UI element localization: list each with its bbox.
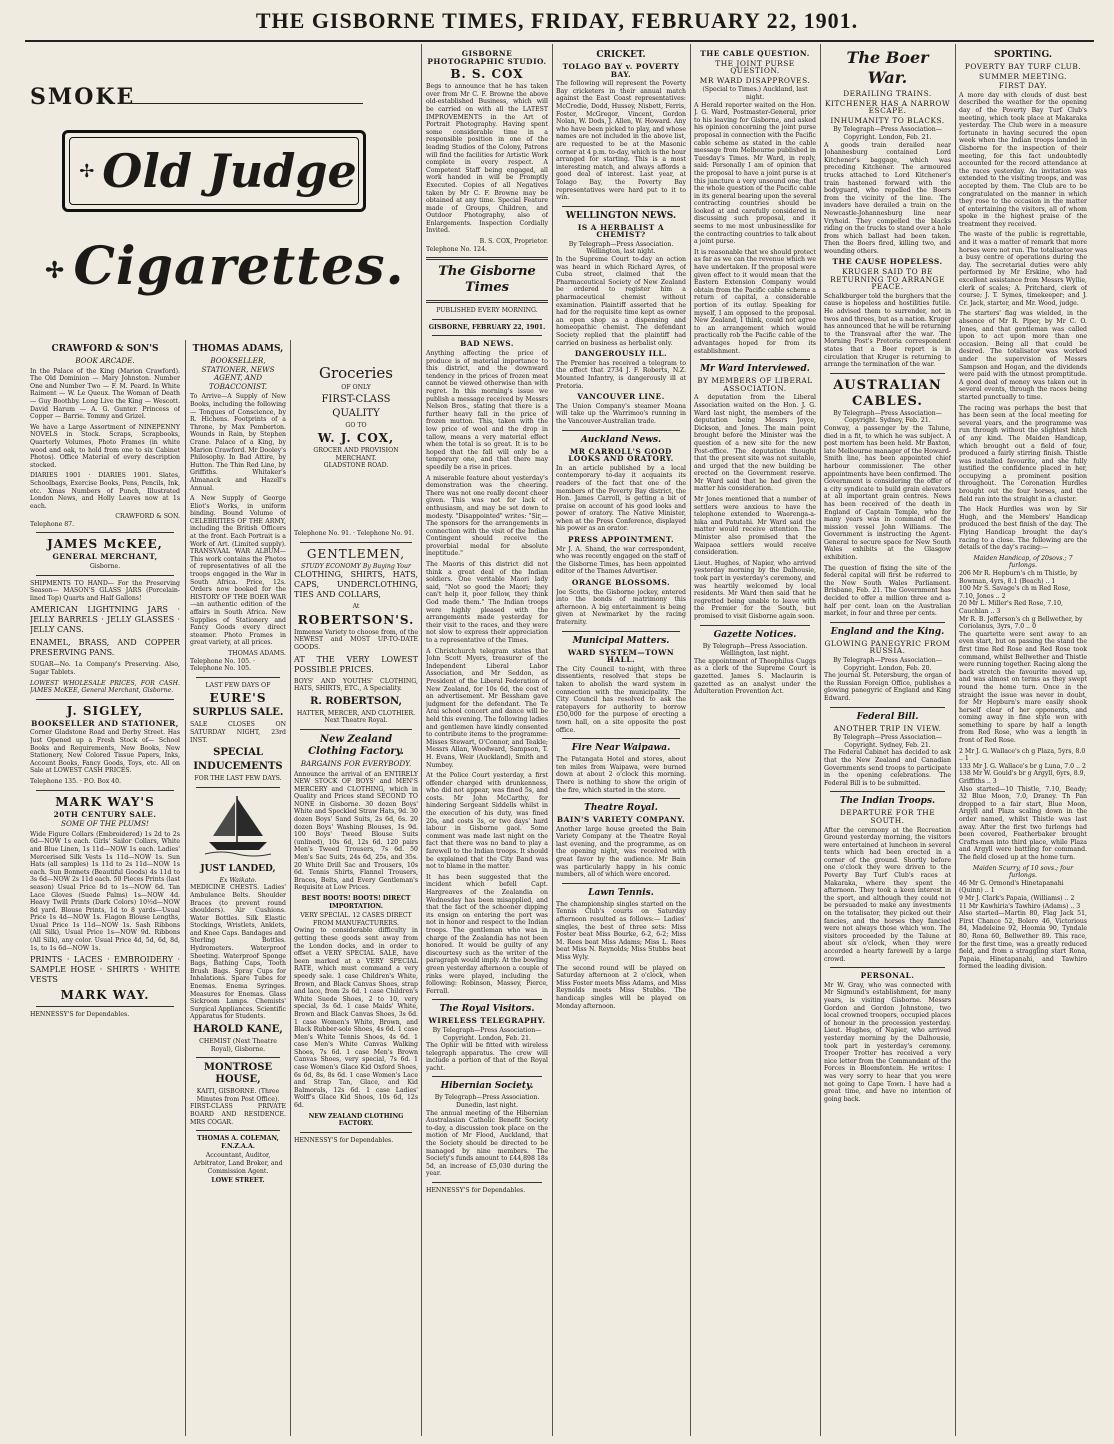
ad-crawford-heading: CRAWFORD & SON'S xyxy=(51,344,159,354)
divider xyxy=(562,631,680,632)
ad-sigley-text: Corner Gladstone Road and Derby Street. Has Just Opened up a Fresh Stock of— School Books and Requirements, New Books, New Stationery, New Colored Tissue Papers, Inks, Account Books, Fancy Goods, Toys, etc. All on Sale at LOWEST CASH PRICES. xyxy=(30,729,180,775)
ad-sigley-heading: J. SIGLEY, xyxy=(66,703,144,718)
ad-adams-text1: To Arrive—A Supply of New Books, including the following— Tongues of Conscience, by R. Hichens. Footprints of a Throne, by Max Pemberton. Wounds in Rain, by Stephen Crane. Palace of a King, by Marion Crawford. Mr Dooley's Philosophy. In Bad Attire, by Hutton. The Thin Red Line, by Griffiths. Whitaker's Almanack and Hazell's Annual. xyxy=(190,393,286,492)
wellington-sub: IS A HERBALIST A CHEMIST? xyxy=(577,222,665,240)
royal-visitors-sub: WIRELESS TELEGRAPHY. xyxy=(428,1016,546,1026)
ad-crawford-tel: Telephone 87. xyxy=(30,520,75,528)
theatre-sub: BAIN'S VARIETY COMPANY. xyxy=(556,815,686,825)
auckland-sub: MR CARROLL'S GOOD LOOKS AND ORATORY. xyxy=(568,446,674,464)
divider xyxy=(830,967,945,968)
ward-interviewed-text: Mr Jones mentioned that a number of settlers were anxious to have the telephone extended to Waerenga-a-hika and Patutahi. Mr Ward said the matter would receive attention. The Minister also promised that the Waipaoa settlers would receive consideration. xyxy=(694,496,816,557)
divider xyxy=(432,335,542,336)
hopeless-heading: THE CAUSE HOPELESS. xyxy=(832,257,943,267)
race-result: 2 Mr J. G. Wallace's ch g Plaza, 5yrs, 8.0 .. 1 xyxy=(959,747,1086,763)
race-result: 11 Mr Kawhiria's Tawhiro (Adams) .. 3 xyxy=(959,902,1081,910)
cricket-heading: CRICKET. xyxy=(596,50,646,60)
municipal-heading: Municipal Matters. xyxy=(572,635,670,646)
divider xyxy=(700,359,810,360)
boer-war-text: A goods train derailed near Johannesburg contained Lord Kitchener's baggage, which was preceding Kitchener. The armoured trucks attached to Lord Kitchener's train hastened forward with the bodyguard, who repelled the Boers from the vicinity of the line. The invaders have derailed a train on the Newcastle-Johannesburg line near Vryheid. They compelled the blacks riding on the trucks to stand over a hole from which ballast had been taken. Then the Boers fired, killing two, and wounding others. xyxy=(824,141,951,255)
wellington-text: In the Supreme Court to-day an action was heard in which Richard Ayres, of Cuba street, claimed that the Pharmaceutical Society of New Zealand be ordered to register him a pharmaceutical chemist without examination. Plaintiff asserted that he had for the requisite time kept as owner an open shop as a dispensing and homeopathic chemist. The defendant Society replied that the plaintiff had carried on business as herbalist only. xyxy=(556,256,686,347)
ad-crawford-list: In the Palace of the King (Marion Crawford). The Old Dominion — Mary Johnston. Number One and Number Two — F. M. Peard. In White Raiment — W. Le Queux. The Woman of Death — Guy Boothby. Long Live the King — Wescott. David Harum — A. G. Gunter. Princess of Copper — Barrie. Tommy and Grizel. xyxy=(30,367,180,421)
personal-text: Mr W. Gray, who was connected with Mr Sigmund's establishment, for many years, is visiting Gisborne. Messrs Gordon and Gordon Johnstone, two local crowned troopers, occupied places of honour in the procession yesterday. Lieut. Hughes, of Napier, who arrived yesterday morning by the Dalhousie, took part in yesterday's ceremony. Trooper Trotter has received a very nice letter from the Commandant of the Forces in Bloemfontein. He writes: I was very sorry to hear that you were not going to Cape Town. I have had a great time, and have no intention of going back. xyxy=(824,981,951,1103)
sporting-text: The quartette were sent away to an even start, but on passing the stand the first time Red Rose and Red Rose took command, whilst Bellwether and Thistle were running together. Racing along the back stretch the favourite moved up, and was almost on terms as they swept round the home turn. Once in the straight the issue was never in doubt, for Mr Hepburn's mare easily shook herself clear of her opponents, and coming away in fine style won with something to spare by half a length from Red Rose, who was a length in front of Red Rose. xyxy=(959,630,1087,745)
divider xyxy=(562,798,680,799)
column-2 xyxy=(190,342,286,1437)
editorial-paragraph: It has been suggested that the incident which befell Capt. Hargreaves of the Zealandia on Wednesday has been misapplied, and that the fact of the schooner dipping its ensign on entering the port was not in honor and respect to the Indian troops. The gentleman who was in charge of the Zealandia has not been honored. It would be guilty of any discourtesy such as the writer of the paragraph would imply. At the bowling green yesterday afternoon a couple of rinks were played, including the following: Robinson, Massey, Pierce, Ferrall. xyxy=(426,873,548,995)
england-by: By Telegraph—Press Association—Copyright. London, Feb. 20. xyxy=(833,657,942,672)
sporting-text: Also started—Martin 80, Flag Jack 51, First Chance 52, Bolero 46, Victorious 84, Madeleine 92, Hoomia 90, Tyndale 80, Rona 60, Bellwether 89. This race, for the first time, was a greatly reduced field, and from a straggling start Rona, Papaia, Hinetapanahi, and Tawhiro formed the leading division. xyxy=(959,910,1087,971)
ad-mckee-sub: GENERAL MERCHANT, xyxy=(52,552,158,562)
ad-mckee-sugar: SUGAR—No. 1a Company's Preserving. Also, Sugar Tablets. xyxy=(30,661,180,677)
ad-markway-sign: MARK WAY. xyxy=(60,988,150,1003)
ad-hennessy: HENNESSY'S for Dependables. xyxy=(294,1136,394,1144)
fire-text: The Patangata Hotel and stores, about ten miles from Waipawa, were burned down at about 2 o'clock this morning. There is nothing to show the origin of the fire, which started in the store. xyxy=(556,756,686,794)
ad-nzcf-boots-text: Owing to considerable difficulty in getting these goods sent away from the London docks, and in order to offset a VERY SPECIAL SALE, have been marked at a VERY SPECIAL RATE, which must command a very speedy sale. 1 case Children's White, Brown, and Black Canvas Shoes, strap and lace, from 2s 6d. 1 case Children's White Suede Shoes, 2 to 10, very special, 3s 6d. 1 case Maids' White, Brown and Black Canvas Shoes, 3s 6d. 1 case Women's White, Brown, and Black Rubber-sole Shoes, 4s 6d. 1 case Men's White Tennis Shoes, 4s 6d. 1 case Men's White Canvas Walking Shoes, 7s 6d. 1 case Men's Brown Canvas Shoes, very special, 7s 6d. 1 case Women's Glace Kid Oxford Shoes, 6s 6d, 8s, 8s 6d. 1 case Women's Lace and Strap Tan, Glace, and Kid Balmorals, 12s 6d. 1 case Ladies' Wolff's Glace Kid Shoes, 10s 6d, 12s 6d. xyxy=(294,927,418,1110)
ad-nzcf-text: Announce the arrival of an ENTIRELY NEW STOCK OF BOYS' and MEN'S MERCERY and CLOTHING, which in Quality and Prices stand SECOND TO NONE in Gisborne. 30 dozen Boys' White and Speckled Straw Hats, 9d. 30 dozen Boys' Sand Suits, 2s 6d, 6s. 20 dozen Boys' Washing Blouses, 1s 9d. 100 Boys' Tweed Blouse Suits (unlined), 10s 6d, 12s 6d. 120 pairs Men's Tweed Trousers, 7s 6d. 50 Men's Sac Suits, 24s 6d, 25s, and 35s. 20 White Drill Sac and Trousers, 10s 6d. Tennis Shirts, Flannel Trousers, Braces, Belts, and Every Gentleman's Requisite at Low Prices. xyxy=(294,770,418,892)
sporting-club: POVERTY BAY TURF CLUB. xyxy=(964,62,1082,71)
column-rule xyxy=(185,340,186,1436)
column-8 xyxy=(959,48,1087,1438)
divider xyxy=(36,790,174,791)
ad-smoke-underline xyxy=(118,103,363,104)
divider xyxy=(196,1057,280,1058)
indian-troops-heading: The Indian Troops. xyxy=(839,796,936,807)
masthead-rule xyxy=(25,40,1094,42)
dangerously-text: The Premier has received a telegram to the effect that 2734 J. F. Roberts, N.Z. Mounted Infantry, is dangerously ill at Pretoria. xyxy=(556,359,686,390)
sporting-text: The waste of the public is regrettable, and it was a matter of remark that more horses were not run. The totalisator was a busy centre of operations during the day. The secretarial duties were ably performed by Mr Erskine, who had excellent assistance from Messrs Wyllie, clerk of scales; A. Pritchard, clerk of course; J. T. Symes, timekeeper; and J. Cr. Jack, starter, and Mr. Wood, judge. xyxy=(959,231,1087,307)
vancouver-heading: VANCOUVER LINE. xyxy=(577,392,665,402)
ad-photo-name: B. S. COX xyxy=(450,67,524,82)
divider xyxy=(300,1132,412,1133)
divider xyxy=(432,1076,542,1077)
column-3 xyxy=(294,342,418,1437)
column-1 xyxy=(30,342,180,1437)
boer-war-heading: The Boer War. xyxy=(846,48,929,87)
divider xyxy=(830,791,945,792)
divider xyxy=(36,532,174,533)
ad-eure-inducements: INDUCEMENTS xyxy=(193,761,283,773)
federal-by: By Telegraph—Press Association—Copyright. Sydney, Feb. 21. xyxy=(833,734,942,749)
sporting-text: The Hack Hurdles was won by Sir Hugh, and the Members' Handicap produced the best finish of the day. The Flying Handicap brought the day's racing to a close. The following are the details of the day's racing:— xyxy=(959,506,1087,552)
ad-robertson-boys: BOYS' AND YOUTHS' CLOTHING, HATS, SHIRTS, ETC., A Speciality. xyxy=(294,677,418,693)
published-line: PUBLISHED EVERY MORNING. xyxy=(436,307,538,315)
press-text: Mr J. A. Shand, the war correspondent, who was recently engaged on the staff of the Gisborne Times, has been appointed editor of the Thames Advertiser. xyxy=(556,545,686,576)
press-heading: PRESS APPOINTMENT. xyxy=(567,535,675,545)
gazette-by: By Telegraph—Press Association. Wellington, last night. xyxy=(702,642,808,658)
ad-adams-sign: THOMAS ADAMS. xyxy=(228,649,286,657)
ad-cox-tel: Telephone No. 91. · Telephone No. 91. xyxy=(294,529,414,537)
divider xyxy=(432,999,542,1000)
race-result: 100 Mr S. Savage's ch m Red Rose, 7.10, Jones .. 2 xyxy=(959,585,1071,600)
ad-adams-tel: Telephone No. 105. · Telephone No. 105. xyxy=(190,657,255,673)
ad-cox-quality: QUALITY xyxy=(332,407,380,419)
ad-smoke-word: SMOKE xyxy=(30,84,136,110)
ad-kane-sub: CHEMIST (Next Theatre Royal), Gisborne. xyxy=(199,1038,277,1053)
editorial-paragraph: A Christchurch telegram states that John Scott Myers, treasurer of the Independent Liberal Labor Association, and Mr Seddon, as President of the Liberal Federation of New Zealand, for 10s 6d, the cost of an advertisement. Mr Bessham gave judgment for the defendant. The Te Arai school concert and dance will be held this evening. The following ladies and gentlemen have kindly consented to contribute items to the programme: Misses Stewart, O'Connor, and Teakle; Messrs Allan, Woodward, Sampson, T. H. Evans, Weir (Auckland), Smith and Numbey. xyxy=(426,647,548,769)
ornament-icon: ✢ xyxy=(45,257,74,284)
ad-nzcf-special: VERY SPECIAL. 12 CASES DIRECT FROM MANUFACTURERS. xyxy=(300,912,412,927)
wellington-heading: WELLINGTON NEWS. xyxy=(565,210,677,221)
ad-montrose-board: FIRST-CLASS PRIVATE BOARD AND RESIDENCE. MRS COGAR. xyxy=(190,1103,286,1126)
ward-interviewed-text: A deputation from the Liberal Association waited on the Hon. J. G. Ward last night, the members of the deputation being Messrs Joyce, Dickson, and Jones. The main point brought before the Minister was the question of a new site for the new Post-office. The deputation thought that the present site was not suitable, and urged that the new building be erected on the Government reserve. Mr Ward said that he had given the matter his consideration. xyxy=(694,394,816,493)
race-result: 46 Mr G. Ormond's Hinetapanahi (Quinn) .. 1 xyxy=(959,879,1064,895)
divider xyxy=(36,699,174,700)
indian-troops-sub: DEPARTURE FOR THE SOUTH. xyxy=(839,808,936,825)
ad-mckee-place: Gisborne. xyxy=(89,563,121,571)
ad-robertson-name: ROBERTSON'S. xyxy=(297,612,415,627)
column-rule xyxy=(820,44,821,1436)
race-result: 20 Mr L. Miller's Red Rose, 7.10, Cauchlan .. 3 xyxy=(959,600,1064,615)
divider xyxy=(830,622,945,623)
ad-photo-heading: GISBORNE PHOTOGRAPHIC STUDIO. xyxy=(427,49,547,66)
gazette-text: The appointment of Theophilus Cuggs as a clerk of the Supreme Court is gazetted. James S. Maclaurin is gazetted as an analyst under the Adulteration Prevention Act. xyxy=(694,657,816,696)
ad-mckee-jars: AMERICAN LIGHTNING JARS · JELLY BARRELS · JELLY GLASSES · JELLY CANS. xyxy=(30,605,180,635)
column-rule xyxy=(421,44,422,1436)
ad-kane-heading: HAROLD KANE, xyxy=(193,1024,283,1035)
ad-eure-lastdays: FOR THE LAST FEW DAYS. xyxy=(194,775,282,783)
race-result: 9 Mr J. Clark's Papaia, (Williams) .. 2 xyxy=(959,894,1075,902)
gazette-heading: Gazette Notices. xyxy=(713,629,797,640)
ad-montrose-heading: MONTROSE HOUSE, xyxy=(203,1062,273,1086)
ad-cox-only: OF ONLY xyxy=(341,384,371,391)
ad-robertson-sign: R. ROBERTSON, xyxy=(310,695,402,707)
ad-markway-list: Wide Figure Collars (Embroidered) 1s 2d to 2s 6d—NOW 1s each. Girls' Sailor Collars, White and Blue Linen, 1s 11d—NOW 1s each. Ladies' Mercerised Silk Vests 1s 11d—NOW 1s. Sun Hats (all samples) 1s 11d to 2s 11d—NOW 1s each. Sun Bonnets (Beautiful Goods) 4s 11d to 3s 6d—NOW 2s 11d each. 50 Pieces Prints (last season) Usual Price 8d to 1s—NOW 6d. Tan Lace Gloves (Suede Palms) 1s—NOW 4d. Heavy Twill Prints (Dark Colors) 10½d—NOW 8d yard. Blouse Prints, 1d to 8 yards—Usual Price 1s 4d—NOW 1s. Flagon Blouse Lengths, Usual Price 1s 11d—NOW 1s. Sash Ribbons (All Silk), Usual Price 1s—NOW 9d. Ribbons (All Silk), any color. Usual Price 4d, 5d, 6d, 8d, 1s, to 1s 6d—NOW 1s. xyxy=(30,830,180,952)
theatre-text: Another large house greeted the Bain Variety Company at the Theatre Royal last evening, and the programme, as on the opening night, was received with great favor by the audience. Mr Bain was particularly happy in his comic numbers, all of which were encored. xyxy=(556,825,686,879)
federal-text: The Federal Cabinet has decided to ask that the New Zealand and Canadian Governments send troops to participate in the opening celebrations. The Federal Bill is to be submitted. xyxy=(824,749,951,787)
column-7 xyxy=(824,48,951,1438)
kruger-heading: KRUGER SAID TO BE RETURNING TO ARRANGE PEACE. xyxy=(830,267,945,292)
ad-cox-gladstone: GLADSTONE ROAD. xyxy=(323,462,389,470)
ad-nzcf-boots: BEST BOOTS! BOOTS! DIRECT IMPORTATION. xyxy=(301,895,411,910)
ward-interviewed-heading: Mr Ward Interviewed. xyxy=(700,364,810,375)
england-text: The journal St. Petersburg, the organ of the Russian Foreign Office, publishes a glowing panegyric of England and King Edward. xyxy=(824,672,951,702)
ad-mckee-heading: JAMES McKEE, xyxy=(47,537,163,552)
divider xyxy=(432,319,542,320)
dateline: GISBORNE, FEBRUARY 22, 1901. xyxy=(428,323,546,331)
auckland-heading: Auckland News. xyxy=(580,434,662,445)
personal-heading: PERSONAL. xyxy=(860,971,915,981)
ad-photo-text: Begs to announce that he has taken over from Mr C. F. Browne the above old-established Business, which will be carried on with all the LATEST IMPROVEMENTS in the Art of Portrait Photography. Having spent some considerable time in a responsible position in one of the leading Studios of the Colony, Patrons will find the facilities for Artistic Work complete in every respect. A Competent Staff being engaged, all work handed in will be Promptly Executed. Copies of all Negatives taken by Mr C. F. Browne may be obtained at any time. Special Feature made of Groups, Children, and Outdoor Photography, also of Enlargements. Inspection Cordially Invited. xyxy=(426,83,548,235)
ad-mckee-enamel: ENAMEL, BRASS, AND COPPER PRESERVING PANS. xyxy=(30,638,180,658)
ad-adams-heading: THOMAS ADAMS, xyxy=(192,344,284,354)
ward-interviewed-sub: BY MEMBERS OF LIBERAL ASSOCIATION. xyxy=(697,376,813,393)
ad-nzcf-sign: NEW ZEALAND CLOTHING FACTORY. xyxy=(308,1112,404,1128)
boer-war-by: By Telegraph—Press Association—Copyright. London, Feb. 21. xyxy=(833,126,942,141)
tennis-text: The second round will be played on Saturday afternoon at 2 o'clock, when Miss Foster meets Miss Adams, and Miss Reynolds meets Miss Stubbs. The handicap singles will be played on Monday afternoon. xyxy=(556,964,686,1010)
sporting-text: Also started—10 Thistle, 7.10, Beady; 32 Blue Moon, 7.0, Draney. Th Pan dropped to a fair start, Blue Moon, Argyll and Plaza scaling down in the order named, whilst Thistle was last away. After the first two furlongs had been covered, Featherbaker brought Crafts-man into third place, while Plaza and Argyll were battling for command. The field closed up at the home turn. xyxy=(959,785,1087,861)
divider xyxy=(562,883,680,884)
ad-colman-sub: Accountant, Auditor, Arbitrator, Land Broker, and Commission Agent. xyxy=(193,1152,283,1175)
cricket-text: The following will represent the Poverty Bay cricketers in their annual match against the East Coast representatives: McCredie, Dodd, Hussey, Nisbett, Ferris, Foster, McGregor, Vincent, Gordon Nolan, W. Dods, J. Allen, W. Howard. Any who have been picked to play, and whose names are not included in the above list, are requested to be at the Masonic corner at 4 p.m. to-day, which is the hour arranged for starting. This is a most interesting match, and always affords a good deal of interest. Last year, at Tolago Bay, the Poverty Bay representatives were hard put to it to win. xyxy=(556,80,686,202)
cable-heading: THE CABLE QUESTION. xyxy=(700,49,810,58)
ad-hennessy: HENNESSY'S for Dependables. xyxy=(30,1011,130,1019)
divider xyxy=(36,1006,174,1007)
ad-cox-firstclass: FIRST-CLASS xyxy=(321,393,391,405)
ad-robertson-gentlemen: GENTLEMEN, xyxy=(306,546,406,561)
ad-hennessy: HENNESSY'S for Dependables. xyxy=(426,1187,526,1194)
ad-cox-groceries: Groceries xyxy=(318,364,393,382)
divider xyxy=(300,729,412,730)
ad-robertson-lowest: AT THE VERY LOWEST POSSIBLE PRICES. xyxy=(294,654,418,674)
ad-crawford-sub: BOOK ARCADE. xyxy=(75,356,135,365)
divider xyxy=(562,430,680,431)
ad-nzcf-heading: New Zealand Clothing Factory. xyxy=(308,733,404,757)
cable-text: It is reasonable that we should protect as far as we can the revenue which we have undertaken. If the proposal were given effect to it would mean that the Eastern Extension Company would obtain from the Pacific cable scheme a return of capital, a considerable portion of its outlay. Speaking for myself, I am opposed to the proposal. New Zealand, I think, could not agree to an arrangement which would practically rob the Pacific cable of the advantages hoped for from its establishment. xyxy=(694,248,816,355)
boer-war-sub2: KITCHENER HAS A NARROW ESCAPE. xyxy=(824,98,951,116)
cable-sub: THE JOINT PURSE QUESTION. xyxy=(715,58,795,76)
municipal-sub: WARD SYSTEM—TOWN HALL. xyxy=(567,647,675,665)
divider xyxy=(426,257,548,260)
ad-eure-special: SPECIAL xyxy=(213,747,263,759)
hibernian-heading: Hibernian Society. xyxy=(440,1081,534,1092)
ad-crawford-diaries: DIARIES 1901 · DIARIES 1901. Slates, Schoolbags, Exercise Books, Pens, Pencils, Ink, etc. Xmas Numbers of Punch, Illustrated London News, and Holly Leaves now at 1s each. xyxy=(30,472,180,510)
editorial-heading: BAD NEWS. xyxy=(460,339,514,349)
column-rule xyxy=(290,340,291,1436)
editorial-paragraph: Anything affecting the price of produce is of material importance to this district, and the downward tendency in the prices of frozen meat cannot be viewed otherwise than with regret. In this morning's issue we publish a message received by Messrs Nelson Bros., stating that there is a further heavy fall in the price of frozen mutton. This, taken with the low price of wool and the drop in tallow, means a very material effect when the total is so great. It is to be hoped that the fall will only be a temporary one, and that there may speedily be a rise in prices. xyxy=(426,350,548,471)
royal-visitors-by: By Telegraph—Press Association—Copyright. London, Feb. 21. xyxy=(432,1026,542,1042)
ad-colman-heading: THOMAS A. COLEMAN, F.N.Z.A.A. xyxy=(197,1135,279,1150)
wellington-by: By Telegraph—Press Association. Wellington, last night. xyxy=(568,240,674,256)
ornament-icon: ✢ xyxy=(79,160,95,182)
ad-cigarettes-text: Cigarettes. xyxy=(73,236,405,297)
ad-eure-name: EURE'S xyxy=(209,691,267,706)
ad-robertson-clothing: CLOTHING, SHIRTS, HATS, CAPS, UNDERCLOTHING, TIES AND COLLARS, xyxy=(294,570,418,600)
divider xyxy=(196,1130,280,1131)
australian-cables-text: Conway, a passenger by the Talune, died in a fit, to which he was subject. A post mortem has been held. Mr Baxton, late Melbourne manager of the Howard-Smith line, has been appointed chief harbour commissioner. The other appointments have been confirmed. The Government is considering the offer of a city syndicate to build grain elevators at all important grain centres. News has been received of the death in England of Captain Temple, who for many years was in command of the mission vessel John Williams. The Government is instructing the Agent-General to secure space for New South Wales exhibits at the Glasgow exhibition. xyxy=(824,424,951,562)
ad-kane-list: MEDICINE CHESTS. Ladies' Ambulance Belts. Shoulder Braces (to prevent round shoulders). Air Cushions. Water Bottles. Silk Elastic Stockings, Wristlets, Anklets, and Knee Caps. Bandages and Sterling Bottles. Hydrometers. Waterproof Sheeting. Waterproof Sponge Bags, Bathing Caps, Tooth Brush Bags. Spray Cups for Inhalations. Spare Tubes for Enemas. Enema Syringes. Measures for Enemas. Glass Sickroom Lamps. Chemists' Surgical Appliances. Scientific Apparatus for Students. xyxy=(190,884,286,1021)
ad-kane-ex: Ex Waikato. xyxy=(219,876,257,884)
ad-markway-heading: MARK WAY'S xyxy=(55,794,155,809)
ad-photo-sign: B. S. COX, Proprietor. xyxy=(479,238,548,246)
ad-photo-tel: Telephone No. 124. xyxy=(426,245,487,253)
tennis-heading: Lawn Tennis. xyxy=(588,887,654,898)
sporting-meeting: SUMMER MEETING. xyxy=(979,71,1067,81)
fire-heading: Fire Near Waipawa. xyxy=(571,743,671,754)
divider xyxy=(300,542,412,543)
divider xyxy=(562,206,680,207)
ad-eure-closes: SALE CLOSES ON SATURDAY NIGHT, 23rd INST. xyxy=(190,721,286,744)
tennis-text: The championship singles started on the Tennis Club's courts on Saturday afternoon resulted as follows:— Ladies' singles, the best of three sets: Miss Foster beat Miss Bourke, 6-2, 6-2; Miss M. Rees beat Miss Adams; Miss L. Rees beat Miss N. Reynolds; Miss Stubbs beat Miss Wyly. xyxy=(556,900,686,961)
ad-crawford-notice: We have a Large Assortment of NINEPENNY NOVELS in Stock. Scraps, Scrapbooks, Quarterly Volumes, Photo Frames (in white wood and oak, to hold from one to six Cabinet Photos). Office Material of every description stocked. xyxy=(30,423,180,469)
indian-troops-text: After the ceremony at the Recreation Ground yesterday morning, the visitors were entertained at luncheon in several tents which had been erected in a corner of the ground. Shortly before one o'clock they were driven to the Poverty Bay Turf Club's races at Makaraka, where they spent the afternoon. They took a keen interest in the sport, and although they could not be persuaded to make any investments on the totalisator, they picked out their fancies, and the horses they fancied were not always those which won. The visitors proceeded by the Talune at about six o'clock, when they were accorded a hearty farewell by a large crowd. xyxy=(824,826,951,963)
sporting-text: A more day with clouds of dust best described the weather for the opening day of the Poverty Bay Turf Club's meeting, which took place at Makaraka yesterday. The Club were in a measure fortunate in having secured the open week when the Indian troops landed in Gisborne for the inspection of their meeting, for this fact undoubtedly accounted for the record attendance at the races yesterday. An invitation was extended to the visiting troops, and was accepted by them. The Club are to be congratulated on the manner in which they rose to the occasion in the matter of entertaining the visitors, all of whom spoke in the highest praise of the treatment they received. xyxy=(959,91,1087,228)
vancouver-text: The Union Company's steamer Moana will take up the Warrimoo's running in the Vancouver-Australian trade. xyxy=(556,402,686,425)
divider xyxy=(196,787,280,788)
australian-cables-text: The question of fixing the site of the federal capital will first be referred to the New South Wales Parliament. Brisbane, Feb. 21. The Government has decided to offer a million three and a-half per cent. loan on the Australian market, in four and three per cents. xyxy=(824,564,951,618)
ad-sigley-sub: BOOKSELLER AND STATIONER, xyxy=(31,718,179,728)
ad-robertson-at: At xyxy=(352,603,360,611)
dangerously-heading: DANGEROUSLY ILL. xyxy=(574,349,668,359)
ad-markway-sub: 20TH CENTURY SALE. xyxy=(53,809,157,819)
column-4 xyxy=(426,48,548,1438)
sailing-ship-icon xyxy=(203,792,273,860)
divider xyxy=(562,738,680,739)
ad-eure-last: LAST FEW DAYS OF xyxy=(205,681,271,689)
ad-eure-surplus: SURPLUS SALE. xyxy=(192,707,284,719)
divider xyxy=(36,575,174,576)
ad-robertson-study: STUDY ECONOMY By Buying Your xyxy=(301,562,411,570)
ad-cox-grocer: GROCER AND PROVISION MERCHANT. xyxy=(313,447,399,462)
sporting-day: FIRST DAY. xyxy=(998,81,1048,91)
ad-cigarettes-title xyxy=(30,236,420,297)
orange-heading: ORANGE BLOSSOMS. xyxy=(571,578,671,588)
orange-text: Joe Scotts, the Gisborne jockey, entered into the bonds of matrimony this afternoon. A big entertainment is being given at Newmarket by the racing fraternity. xyxy=(556,588,686,626)
royal-visitors-text: The Ophir will be fitted with wireless telegraph apparatus. The crew will include a portion of that of the Royal yacht. xyxy=(426,1042,548,1072)
theatre-heading: Theatre Royal. xyxy=(584,803,658,814)
ad-markway-plums: SOME OF THE PLUMS! xyxy=(61,819,149,829)
ad-sigley-tel: Telephone 135. · P.O. Box 40. xyxy=(30,777,121,785)
ad-old-judge-title: Old Judge xyxy=(102,144,357,198)
australian-cables-by: By Telegraph—Press Association—Copyright. Sydney, Feb. 21. xyxy=(833,409,942,425)
race-result: 138 Mr W. Gould's br g Argyll, 6yrs, 8.9, Griffiths .. 3 xyxy=(959,770,1086,786)
editorial-paragraph: At the Police Court yesterday, a first offender charged with drunkenness, who did not appear, was fined 5s, and costs. Mr John McCarthy, for hindering Sergeant Siddells whilst in the execution of his duty, was fined 20s, and costs 3s, or two days' hard labour in Gisborne gaol. Some comment was made last night on the fact that there was no band to play a farewell to the Indian troops. It should be explained that the City Band was not to blame in the matter. xyxy=(426,772,548,871)
ad-robertson-sub: HATTER, MERCER, AND CLOTHIER. Next Theatre Royal. xyxy=(296,709,416,725)
ad-kane-landed: JUST LANDED, xyxy=(200,863,276,874)
newspaper-nameplate: The Gisborne Times xyxy=(438,264,536,296)
divider xyxy=(426,300,548,303)
column-rule xyxy=(552,44,553,1436)
ad-cox-goto: GO TO xyxy=(345,421,367,429)
column-6 xyxy=(694,48,816,1438)
hibernian-by: By Telegraph—Press Association. Dunedin, last night. xyxy=(434,1094,540,1110)
divider xyxy=(432,1182,542,1183)
cricket-sub: TOLAGO BAY v. POVERTY BAY. xyxy=(562,62,680,79)
ad-montrose-sub: KAITI, GISBORNE. (Three Minutes from Post Office). xyxy=(196,1088,280,1103)
column-rule xyxy=(690,44,691,1436)
cable-sub2: MR WARD DISAPPROVES. xyxy=(699,75,811,85)
royal-visitors-heading: The Royal Visitors. xyxy=(439,1004,535,1015)
ad-colman-street: LOWE STREET. xyxy=(211,1177,265,1185)
sporting-text: The starters' flag was wielded, in the absence of Mr R. Piper, by Mr C. O. Jones, and that gentleman was called upon to act upon more than one occasion. Being all that could be desired. The totalisator was worked under the supervision of Messrs Sampson and Hogan, and the dividends were paid with the utmost promptitude. A good deal of money was taken out in several events, through the races being started punctually to time. xyxy=(959,310,1087,401)
editorial-paragraph: The Maoris of this district did not think a great deal of the Indian soldiers. One veritable Maori lady said, "Not so good the Maori; they can't help it, poor fellow, they think God made them." The Indian troops were highly pleased with the arrangements made yesterday for their visit to the races, and they were not slow to express their appreciation to a representative of the Times. xyxy=(426,561,548,644)
ad-mckee-lowest: LOWEST WHOLESALE PRICES, FOR CASH. JAMES McKEE, General Merchant, Gisborne. xyxy=(30,679,180,695)
race-result: 206 Mr R. Hepburn's ch m Thistle, by Bowman, 4yrs, 8.1 (Beach) .. 1 xyxy=(959,570,1078,585)
column-5 xyxy=(556,48,686,1438)
column-rule xyxy=(955,44,956,1436)
ad-mckee-shipments: SHIPMENTS TO HAND— For the Preserving Season— MASON'S GLASS JARS (Porcelain-lined Top) Quarts and Half Gallons! xyxy=(30,579,180,602)
ad-adams-sub: BOOKSELLER, STATIONER, NEWS AGENT, AND TOBACCONIST. xyxy=(201,356,275,391)
race-title: Maiden Scurry, of 10 sovs.; four furlongs. xyxy=(972,864,1074,880)
england-sub: GLOWING PANEGYRIC FROM RUSSIA. xyxy=(824,638,951,656)
ad-old-judge-box xyxy=(62,130,366,212)
municipal-text: The City Council to-night, with three dissentients, resolved that steps be taken to abolish the ward system in connection with the municipality. The City Council has resolved to ask the ratepayers for authority to borrow £50,000 for the purpose of erecting a town hall, on a site opposite the post office. xyxy=(556,665,686,734)
ad-markway-prints: PRINTS · LACES · EMBROIDERY · SAMPLE HOSE · SHIRTS · WHITE VESTS xyxy=(30,955,180,985)
ward-interviewed-text: Lieut. Hughes, of Napier, who arrived yesterday morning by the Dalhousie, took part in yesterday's ceremony, and was heartily welcomed by local residents. Mr Ward then said that he regretted being unable to leave with the Premier for the South, but promised to visit Gisborne again soon. xyxy=(694,559,816,620)
ad-adams-text2: A New Supply of George Eliot's Works, in uniform binding. Bound Volume of CELEBRITIES OF THE ARMY, including the British Officers at the front. Each Portrait is a Work of Art. (Limited supply). TRANSVAAL WAR ALBUM—This work contains the Photos of representatives of all the troops engaged in the War in South Africa. Price, 12s. Orders now booked for the HISTORY OF THE BOER WAR—an authentic edition of the affairs in South Africa. New Supplies of Stationery and Fancy Goods every direct steamer. Photo Frames in great variety, at all prices. xyxy=(190,495,286,647)
masthead: THE GISBORNE TIMES, FRIDAY, FEBRUARY 22, 1901. xyxy=(255,8,859,33)
ad-crawford-sign: CRAWFORD & SON. xyxy=(115,513,180,521)
federal-heading: Federal Bill. xyxy=(856,711,919,722)
race-result: Mr R. B. Jefferson's ch g Bellwether, by Coriolanus, 3yrs, 7.0 .. 0 xyxy=(959,615,1083,631)
divider xyxy=(830,707,945,708)
auckland-text: In an article published by a local contemporary to-day it acquaints its readers of the fact that one of the members of the Poverty Bay district, the Hon. James Carroll, is getting a bit of praise on account of his good looks and power of oratory. The Native Minister, when at the Press Conference, displayed his power as an orator. xyxy=(556,464,686,533)
ad-nzcf-bargains: BARGAINS FOR EVERYBODY. xyxy=(300,758,412,768)
race-title: Maiden Handicap, of 20sovs.; 7 furlongs. xyxy=(973,554,1073,570)
sporting-heading: SPORTING. xyxy=(993,50,1053,60)
cable-special: (Special to Times.) Auckland, last night. xyxy=(702,86,808,101)
ad-cox-name: W. J. COX, xyxy=(317,431,395,446)
boer-war-sub1: DERAILING TRAINS. xyxy=(843,89,932,98)
kruger-text: Schalkburger told the burghers that the cause is hopeless and hostilities futile. He advised them to surrender, not in twos and threes, but as a nation. Kruger has announced that he will be returning to the Transvaal after the war. The Morning Post's Pretoria correspondent states that a Boer report is in circulation that Kruger is returning to arrange the termination of the war. xyxy=(824,292,951,369)
boer-war-sub3: INHUMANITY TO BLACKS. xyxy=(830,115,945,125)
divider xyxy=(700,625,810,626)
sporting-text: The racing was perhaps the best that has been seen at the local meeting for several years, and the programme was run through without the slightest hitch of any kind. The Maiden Handicap, which brought out a field of four, produced a fairly stirring finish. Thistle was installed favourite, and she fully justified the confidence placed in her, occupying a prominent position throughout. The Coronation Hurdles brought out the four horses, and the field ran into the straight in a cluster. xyxy=(959,404,1087,503)
divider xyxy=(830,373,945,374)
federal-sub: ANOTHER TRIP IN VIEW. xyxy=(833,723,942,733)
divider xyxy=(196,677,280,678)
race-result: 133 Mr J. G. Wallace's br g Luna, 7.0 .. 2 xyxy=(959,762,1086,770)
editorial-paragraph: A miserable feature about yesterday's demonstration was the cheering. There was not one really decent cheer given. This was not for lack of enthusiasm, and may be set down to modesty. "Disappointed" writes: "Sir,—The sponsors for the arrangements in connection with the visit of the Indian Contingent should receive the proverbial medal for absolute ineptitude." xyxy=(426,474,548,558)
australian-cables-heading: AUSTRALIAN CABLES. xyxy=(833,377,942,409)
cable-text: A Herald reporter waited on the Hon. J. G. Ward, Postmaster-General, prior to his leaving for Gisborne, and asked his opinion concerning the joint purse proposal in connection with the Pacific cable scheme as stated in the cable message from Melbourne published in Tuesday's Times. Mr Ward, in reply, said: Personally I am of opinion that the proposal to have a joint purse is at this juncture a very unsound one; that the whole question of the Pacific cable in its general bearing upon the several contracting countries should be looked at and carefully considered in discussing such proposal, and it seems to me most unbusinesslike for the contracting countries to talk about a joint purse. xyxy=(694,101,816,246)
ad-robertson-immense: Immense Variety to choose from, of the NEWEST and MOST UP-TO-DATE GOODS. xyxy=(294,628,418,651)
england-heading: England and the King. xyxy=(830,626,945,637)
hibernian-text: The annual meeting of the Hibernian Australasian Catholic Benefit Society to-day, a discussion took place on the motion of Mr Flood, Auckland, that the Society should be directed to be managed by nine members. The Society's funds amount to £44,898 18s 5d, an increase of £5,030 during the year. xyxy=(426,1109,548,1178)
